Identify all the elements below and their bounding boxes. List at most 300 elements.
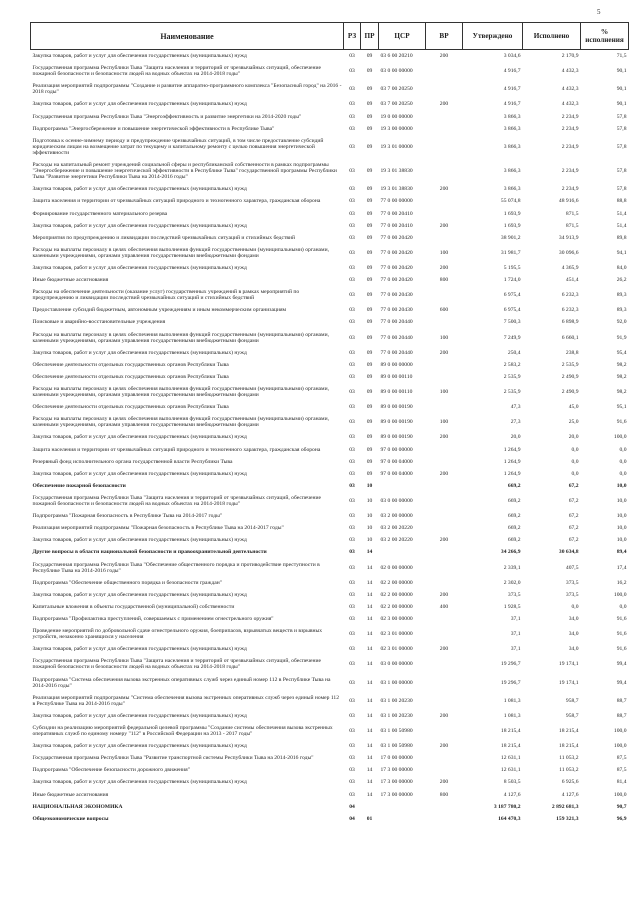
table-row — [31, 643, 629, 655]
budget-execution-table — [30, 22, 629, 825]
cell-target-article-code: 77 0 00 20440 — [380, 319, 413, 326]
cell-execution-percent: 100,0 — [613, 791, 627, 798]
cell-executed-amount: 451,4 — [565, 277, 579, 284]
cell-expense-type-code: 800 — [439, 277, 449, 284]
cell-item-name: Закупка товаров, работ и услуг для обеспечения государственных (муниципальных) нужд — [32, 264, 247, 271]
cell-execution-percent: 87,5 — [616, 767, 627, 774]
cell-target-article-code: 03 7 00 20250 — [380, 86, 413, 93]
cell-subsection-code: 09 — [366, 389, 373, 396]
cell-subsection-code: 09 — [366, 186, 373, 193]
cell-target-article-code: 03 1 00 20230 — [380, 697, 413, 704]
cell-subsection-code: 10 — [366, 513, 373, 520]
cell-execution-percent: 26,2 — [616, 277, 627, 284]
cell-executed-amount: 373,5 — [565, 579, 579, 586]
header-name: Наименование — [31, 23, 344, 50]
cell-subsection-code: 09 — [366, 234, 373, 241]
cell-item-name: Обеспечение деятельности отдельных государственных органов Республики Тыва — [32, 404, 229, 411]
cell-approved-amount: 669,2 — [507, 537, 521, 544]
cell-execution-percent: 98,2 — [616, 389, 627, 396]
cell-section-code: 03 — [349, 615, 355, 622]
table-row — [31, 244, 629, 262]
cell-expense-type-code: 600 — [439, 307, 449, 314]
cell-target-article-code: 03 7 00 20250 — [380, 101, 413, 108]
table-row — [31, 195, 629, 207]
cell-item-name: Подпрограмма "Энергосбережение и повышение энергетической эффективности в Республике Тыва" — [32, 125, 275, 132]
cell-subsection-code: 09 — [366, 277, 373, 284]
cell-target-article-code: 97 0 00 04000 — [380, 458, 413, 465]
cell-executed-amount: 159 321,3 — [556, 815, 579, 822]
cell-expense-type-code — [426, 371, 463, 383]
cell-approved-amount: 250,4 — [507, 349, 521, 356]
cell-executed-amount: 45,0 — [568, 404, 579, 411]
cell-approved-amount: 6 975,4 — [503, 292, 521, 299]
cell-execution-percent: 91,6 — [616, 419, 627, 426]
cell-target-article-code: 89 0 00 00110 — [380, 373, 413, 380]
cell-subsection-code: 09 — [366, 198, 373, 205]
cell-expense-type-code — [426, 286, 463, 304]
cell-execution-percent: 57,8 — [616, 113, 627, 120]
cell-section-code: 03 — [349, 307, 355, 314]
cell-subsection-code: 09 — [366, 101, 373, 108]
cell-target-article-code: 19 0 00 00000 — [380, 113, 413, 120]
cell-subsection-code: 14 — [366, 697, 373, 704]
cell-item-name: Подпрограмма "Обеспечение безопасности дорожного движения" — [32, 767, 191, 774]
cell-expense-type-code — [426, 722, 463, 740]
cell-section-code: 03 — [349, 361, 355, 368]
cell-target-article-code: 97 0 00 00000 — [380, 446, 413, 453]
cell-expense-type-code: 200 — [439, 537, 449, 544]
cell-executed-amount: 4 432,3 — [561, 86, 579, 93]
cell-approved-amount: 4 916,7 — [503, 101, 521, 108]
cell-section-code: 03 — [349, 661, 355, 668]
cell-executed-amount: 67,2 — [568, 482, 579, 489]
cell-item-name: Иные бюджетные ассигнования — [32, 791, 109, 798]
cell-approved-amount: 55 074,8 — [500, 198, 521, 205]
cell-expense-type-code — [426, 752, 463, 764]
cell-execution-percent: 100,0 — [613, 728, 627, 735]
cell-section-code: 03 — [349, 277, 355, 284]
cell-target-article-code: 03 2 00 00000 — [380, 513, 413, 520]
cell-executed-amount: 67,2 — [568, 537, 579, 544]
cell-execution-percent: 99,4 — [616, 661, 627, 668]
cell-executed-amount: 871,5 — [565, 210, 579, 217]
cell-target-article-code: 77 0 00 20410 — [380, 210, 413, 217]
table-row — [31, 625, 629, 643]
cell-executed-amount: 2 490,9 — [561, 373, 579, 380]
cell-executed-amount: 2 234,9 — [561, 143, 579, 150]
cell-subsection-code: 14 — [366, 755, 373, 762]
cell-target-article-code: 89 0 00 00190 — [380, 419, 413, 426]
cell-approved-amount: 669,2 — [507, 482, 521, 489]
cell-expense-type-code: 200 — [439, 470, 449, 477]
cell-section-code: 03 — [349, 53, 355, 59]
table-row — [31, 50, 629, 63]
cell-item-name: Закупка товаров, работ и услуг для обеспечения государственных (муниципальных) нужд — [32, 470, 247, 477]
cell-subsection-code: 09 — [366, 68, 373, 75]
cell-approved-amount: 38 901,2 — [500, 234, 521, 241]
cell-section-code: 03 — [349, 125, 355, 132]
section-row — [31, 546, 629, 558]
cell-executed-amount: 6 232,3 — [561, 307, 579, 314]
cell-expense-type-code — [426, 123, 463, 135]
cell-approved-amount: 2 535,9 — [503, 373, 521, 380]
cell-approved-amount: 3 866,3 — [503, 168, 521, 175]
cell-executed-amount: 0,0 — [571, 603, 579, 610]
cell-expense-type-code — [426, 522, 463, 534]
table-row — [31, 510, 629, 522]
cell-executed-amount: 2 234,9 — [561, 186, 579, 193]
cell-executed-amount: 958,7 — [565, 697, 579, 704]
cell-section-code: 03 — [349, 101, 355, 108]
table-row — [31, 62, 629, 80]
cell-approved-amount: 1 724,0 — [503, 277, 521, 284]
cell-executed-amount: 4 127,6 — [561, 791, 579, 798]
cell-subsection-code: 09 — [366, 249, 373, 256]
cell-executed-amount: 2 234,9 — [561, 113, 579, 120]
cell-section-code: 03 — [349, 791, 355, 798]
table-row — [31, 789, 629, 801]
cell-section-code: 03 — [349, 334, 355, 341]
cell-expense-type-code: 200 — [439, 349, 449, 356]
cell-approved-amount: 1 081,3 — [503, 697, 521, 704]
cell-subsection-code: 10 — [366, 525, 373, 532]
cell-expense-type-code — [426, 577, 463, 589]
table-row — [31, 98, 629, 110]
cell-section-code: 03 — [349, 458, 355, 465]
cell-section-code: 03 — [349, 697, 355, 704]
cell-approved-amount: 3 866,3 — [503, 186, 521, 193]
cell-subsection-code: 09 — [366, 446, 373, 453]
cell-section-code: 03 — [349, 349, 355, 356]
table-row — [31, 316, 629, 328]
header-approved: Утверждено — [463, 23, 523, 50]
cell-executed-amount: 48 916,6 — [558, 198, 579, 205]
cell-section-code: 03 — [349, 525, 355, 532]
table-row — [31, 776, 629, 788]
cell-expense-type-code: 200 — [439, 591, 449, 598]
cell-item-name: Расходы на выплаты персоналу в целях обеспечения выполнения функций государственными (муниципальными) органами, казенными учреждениями, органами управления государственными внебюджетными фондами — [32, 331, 329, 344]
cell-target-article-code: 77 0 00 20420 — [380, 234, 413, 241]
cell-execution-percent: 0,0 — [619, 446, 627, 453]
cell-approved-amount: 3 866,3 — [503, 143, 521, 150]
cell-expense-type-code — [426, 135, 463, 159]
cell-subsection-code: 14 — [366, 646, 373, 653]
table-row — [31, 559, 629, 577]
cell-executed-amount: 4 432,3 — [561, 101, 579, 108]
header-expense-type-code: ВР — [426, 23, 463, 50]
cell-item-name: Государственная программа Республики Тыва "Защита населения и территорий от чрезвычайных ситуаций, обеспечение пожарной безопасности и безопасности людей на водных объектах на 2014-2018 годы" — [32, 494, 321, 508]
table-row — [31, 589, 629, 601]
header-percent-label: исполнения — [585, 36, 624, 44]
cell-execution-percent: 96,9 — [616, 815, 627, 822]
cell-expense-type-code — [426, 111, 463, 123]
cell-execution-percent: 100,0 — [613, 434, 627, 441]
table-row — [31, 492, 629, 510]
cell-execution-percent: 90,1 — [616, 68, 627, 75]
cell-subsection-code: 09 — [366, 404, 373, 411]
cell-execution-percent: 94,1 — [616, 249, 627, 256]
cell-subsection-code: 09 — [366, 349, 373, 356]
cell-section-code: 03 — [349, 549, 355, 556]
cell-target-article-code — [379, 813, 426, 825]
cell-expense-type-code — [426, 456, 463, 468]
cell-expense-type-code — [426, 316, 463, 328]
cell-section-code: 03 — [349, 537, 355, 544]
cell-approved-amount: 7 249,9 — [503, 334, 521, 341]
cell-item-name: Резервный фонд исполнительного органа государственной власти Республики Тыва — [32, 458, 233, 465]
cell-approved-amount: 47,3 — [510, 404, 521, 411]
cell-item-name: Подпрограмма "Пожарная безопасность в Республике Тыва на 2014-2017 годы" — [32, 513, 223, 520]
cell-expense-type-code: 200 — [439, 434, 449, 441]
cell-approved-amount: 37,1 — [510, 615, 521, 622]
cell-execution-percent: 10,0 — [616, 482, 627, 489]
cell-target-article-code: 77 0 00 20420 — [380, 249, 413, 256]
cell-expense-type-code — [426, 159, 463, 183]
cell-approved-amount: 8 503,5 — [503, 779, 521, 786]
cell-item-name: Поисковые и аварийно-восстановительные учреждения — [32, 319, 166, 326]
cell-target-article-code: 89 0 00 00190 — [380, 404, 413, 411]
cell-subsection-code: 09 — [366, 125, 373, 132]
cell-target-article-code: 77 0 00 20440 — [380, 349, 413, 356]
table-row — [31, 383, 629, 401]
cell-approved-amount: 2 535,9 — [503, 389, 521, 396]
cell-target-article-code: 89 0 00 00190 — [380, 434, 413, 441]
cell-subsection-code: 09 — [366, 264, 373, 271]
cell-target-article-code: 03 1 00 50980 — [380, 728, 413, 735]
cell-target-article-code: 19 3 00 00000 — [380, 125, 413, 132]
cell-approved-amount: 18 215,4 — [500, 743, 521, 750]
cell-target-article-code: 17 0 00 00000 — [380, 755, 413, 762]
cell-section-code: 04 — [349, 815, 355, 822]
cell-section-code: 03 — [349, 373, 355, 380]
cell-expense-type-code: 200 — [439, 779, 449, 786]
table-row — [31, 274, 629, 286]
cell-approved-amount: 1 264,9 — [503, 446, 521, 453]
cell-execution-percent: 91,6 — [616, 631, 627, 638]
cell-target-article-code: 77 0 00 00000 — [380, 198, 413, 205]
cell-execution-percent: 90,7 — [616, 803, 627, 810]
cell-target-article-code: 77 0 00 20420 — [380, 264, 413, 271]
table-row — [31, 135, 629, 159]
cell-execution-percent: 90,1 — [616, 101, 627, 108]
cell-approved-amount: 1 693,9 — [503, 222, 521, 229]
header-percent-symbol: % — [600, 27, 609, 36]
table-row — [31, 740, 629, 752]
cell-subsection-code: 09 — [366, 373, 373, 380]
cell-expense-type-code: 100 — [439, 334, 449, 341]
cell-approved-amount: 34 266,9 — [500, 549, 521, 556]
table-row — [31, 752, 629, 764]
table-row — [31, 468, 629, 480]
cell-item-name: Государственная программа Республики Тыва "Энергоэффективность и развитие энергетики на 2014-2020 годы" — [32, 113, 302, 120]
cell-approved-amount: 6 975,4 — [503, 307, 521, 314]
cell-expense-type-code: 100 — [439, 419, 449, 426]
cell-item-name: Государственная программа Республики Тыва "Развитие транспортной системы Республики Тыва на 2014-2016 годы" — [32, 755, 314, 762]
cell-execution-percent: 87,5 — [616, 755, 627, 762]
cell-target-article-code: 03 0 00 00000 — [380, 661, 413, 668]
cell-expense-type-code — [426, 359, 463, 371]
cell-subsection-code: 14 — [366, 743, 373, 750]
cell-execution-percent: 0,0 — [619, 603, 627, 610]
header-subsection-code: ПР — [361, 23, 379, 50]
cell-executed-amount: 67,2 — [568, 497, 579, 504]
table-row — [31, 220, 629, 232]
cell-target-article-code: 77 0 00 20420 — [380, 277, 413, 284]
cell-expense-type-code: 400 — [439, 603, 449, 610]
cell-execution-percent: 89,4 — [616, 549, 627, 556]
cell-expense-type-code — [426, 674, 463, 692]
cell-executed-amount: 871,5 — [565, 222, 579, 229]
cell-expense-type-code: 200 — [439, 53, 449, 59]
cell-approved-amount: 2 339,1 — [503, 564, 521, 571]
cell-execution-percent: 84,0 — [616, 264, 627, 271]
cell-expense-type-code — [426, 801, 463, 813]
cell-section-code: 03 — [349, 113, 355, 120]
cell-target-article-code: 02 3 01 00000 — [380, 631, 413, 638]
cell-target-article-code: 19 3 01 38830 — [380, 186, 413, 193]
cell-target-article-code: 02 2 00 00000 — [380, 579, 413, 586]
cell-approved-amount: 18 215,4 — [500, 728, 521, 735]
cell-approved-amount: 2 583,2 — [503, 361, 521, 368]
cell-executed-amount: 0,0 — [571, 470, 579, 477]
cell-subsection-code: 09 — [366, 168, 373, 175]
cell-section-code: 03 — [349, 712, 355, 719]
cell-item-name: Иные бюджетные ассигнования — [32, 277, 109, 284]
cell-execution-percent: 71,5 — [616, 53, 627, 59]
cell-approved-amount: 7 500,3 — [503, 319, 521, 326]
cell-execution-percent: 10,0 — [616, 513, 627, 520]
table-row — [31, 111, 629, 123]
cell-item-name: Закупка товаров, работ и услуг для обеспечения государственных (муниципальных) нужд — [32, 53, 247, 59]
cell-approved-amount: 1 928,5 — [503, 603, 521, 610]
cell-target-article-code: 03 1 00 20230 — [380, 712, 413, 719]
table-row — [31, 159, 629, 183]
cell-subsection-code: 14 — [366, 631, 373, 638]
section-row — [31, 813, 629, 825]
cell-section-code: 03 — [349, 389, 355, 396]
cell-section-code: 03 — [349, 728, 355, 735]
table-row — [31, 674, 629, 692]
cell-execution-percent: 100,0 — [613, 743, 627, 750]
cell-subsection-code: 09 — [366, 53, 373, 59]
cell-execution-percent: 57,8 — [616, 143, 627, 150]
cell-item-name: Обеспечение деятельности отдельных государственных органов Республики Тыва — [32, 373, 229, 380]
cell-item-name: Предоставление субсидий бюджетным, автономным учреждениям и иным некоммерческим организациям — [32, 307, 287, 314]
cell-subsection-code: 09 — [366, 319, 373, 326]
cell-expense-type-code: 800 — [439, 791, 449, 798]
cell-target-article-code: 03 1 00 00000 — [380, 679, 413, 686]
cell-subsection-code: 14 — [366, 661, 373, 668]
cell-item-name: Расходы на выплаты персоналу в целях обеспечения выполнения функций государственными (муниципальными) органами, казенными учреждениями, органами управления государственными внебюджетными фондами — [32, 246, 329, 259]
cell-section-code: 03 — [349, 86, 355, 93]
cell-target-article-code: 19 3 01 38830 — [380, 168, 413, 175]
cell-subsection-code: 14 — [366, 728, 373, 735]
cell-subsection-code: 01 — [366, 815, 373, 822]
cell-item-name: Защита населения и территории от чрезвычайных ситуаций природного и техногенного характера, гражданская оборона — [32, 198, 321, 205]
table-row — [31, 692, 629, 710]
cell-subsection-code: 14 — [366, 791, 373, 798]
cell-approved-amount: 12 631,1 — [500, 767, 521, 774]
cell-executed-amount: 34,0 — [568, 646, 579, 653]
cell-approved-amount: 12 631,1 — [500, 755, 521, 762]
cell-approved-amount: 3 866,3 — [503, 125, 521, 132]
cell-item-name: Закупка товаров, работ и услуг для обеспечения государственных (муниципальных) нужд — [32, 712, 247, 719]
cell-target-article-code: 02 2 00 00000 — [380, 603, 413, 610]
cell-target-article-code: 17 3 00 00000 — [380, 779, 413, 786]
cell-item-name: Закупка товаров, работ и услуг для обеспечения государственных (муниципальных) нужд — [32, 591, 247, 598]
header-target-article-code: ЦСР — [379, 23, 426, 50]
cell-expense-type-code: 200 — [439, 646, 449, 653]
cell-subsection-code: 14 — [366, 767, 373, 774]
cell-executed-amount: 18 215,4 — [558, 728, 579, 735]
cell-subsection-code: 09 — [366, 434, 373, 441]
cell-execution-percent: 10,0 — [616, 497, 627, 504]
cell-section-code: 03 — [349, 767, 355, 774]
cell-executed-amount: 373,5 — [565, 591, 579, 598]
cell-item-name: Мероприятия по предупреждению и ликвидации последствий чрезвычайных ситуаций и стихийных бедствий — [32, 234, 296, 241]
cell-target-article-code: 97 0 00 04000 — [380, 470, 413, 477]
table-row — [31, 286, 629, 304]
table-row — [31, 329, 629, 347]
cell-item-name: Закупка товаров, работ и услуг для обеспечения государственных (муниципальных) нужд — [32, 537, 247, 544]
cell-subsection-code: 10 — [366, 482, 373, 489]
cell-approved-amount: 19 296,7 — [500, 661, 521, 668]
cell-item-name: Расходы на обеспечение деятельности (оказание услуг) государственных учреждений в рамках мероприятий по предупреждению и ликвидации последствий чрезвычайных ситуаций и стихийных бедствий — [32, 289, 300, 302]
cell-executed-amount: 2 234,9 — [561, 168, 579, 175]
cell-execution-percent: 16,2 — [616, 579, 627, 586]
cell-subsection-code: 14 — [366, 549, 373, 556]
cell-section-code: 03 — [349, 68, 355, 75]
cell-executed-amount: 67,2 — [568, 525, 579, 532]
cell-approved-amount: 37,1 — [510, 631, 521, 638]
cell-expense-type-code — [426, 764, 463, 776]
cell-executed-amount: 2 892 681,3 — [551, 803, 579, 810]
cell-item-name: Капитальные вложения в объекты государственной (муниципальной) собственности — [32, 603, 235, 610]
cell-item-name: Субсидии на реализацию мероприятий федеральной целевой программы "Создание системы обеспечения вызова экстренных оперативных служб по единому номеру "112" в Российской Федерации на 2013 - 2017 годы" — [32, 725, 333, 738]
cell-executed-amount: 958,7 — [565, 712, 579, 719]
cell-subsection-code: 14 — [366, 712, 373, 719]
cell-subsection-code: 14 — [366, 615, 373, 622]
cell-item-name: Проведение мероприятий по добровольной сдаче огнестрельного оружия, боеприпасов, взрывчатых веществ и взрывных устройств, незаконно хранящихся у населения — [32, 628, 323, 641]
cell-section-code: 03 — [349, 143, 355, 150]
cell-executed-amount: 238,8 — [565, 349, 579, 356]
cell-target-article-code: 17 3 00 00000 — [380, 767, 413, 774]
cell-executed-amount: 4 432,3 — [561, 68, 579, 75]
cell-target-article-code: 19 3 01 00000 — [380, 143, 413, 150]
cell-item-name: Государственная программа Республики Тыва "Защита населения и территорий от чрезвычайных ситуаций, обеспечение пожарной безопасности и безопасности людей на водных объектах на 2014-2018 годы" — [32, 658, 321, 671]
cell-section-code: 03 — [349, 419, 355, 426]
cell-section-code: 03 — [349, 591, 355, 598]
cell-expense-type-code — [426, 444, 463, 456]
cell-execution-percent: 10,0 — [616, 537, 627, 544]
cell-approved-amount: 1 264,9 — [503, 470, 521, 477]
cell-execution-percent: 90,1 — [616, 86, 627, 93]
cell-executed-amount: 2 535,9 — [561, 361, 579, 368]
cell-executed-amount: 6 925,6 — [561, 779, 579, 786]
cell-target-article-code: 03 2 00 20220 — [380, 537, 413, 544]
cell-target-article-code: 03 0 00 00000 — [380, 497, 413, 504]
cell-approved-amount: 669,2 — [507, 525, 521, 532]
cell-execution-percent: 99,4 — [616, 679, 627, 686]
cell-executed-amount: 34 913,9 — [558, 234, 579, 241]
table-row — [31, 764, 629, 776]
cell-expense-type-code: 200 — [439, 222, 449, 229]
cell-expense-type-code — [426, 195, 463, 207]
cell-section-code: 03 — [349, 779, 355, 786]
cell-approved-amount: 3 187 780,2 — [493, 803, 521, 810]
cell-item-name: Государственная программа Республики Тыва "Обеспечение общественного порядка и противодействие преступности в Республике Тыва на 2014-2016 годы" — [32, 561, 320, 574]
cell-approved-amount: 373,5 — [507, 591, 521, 598]
